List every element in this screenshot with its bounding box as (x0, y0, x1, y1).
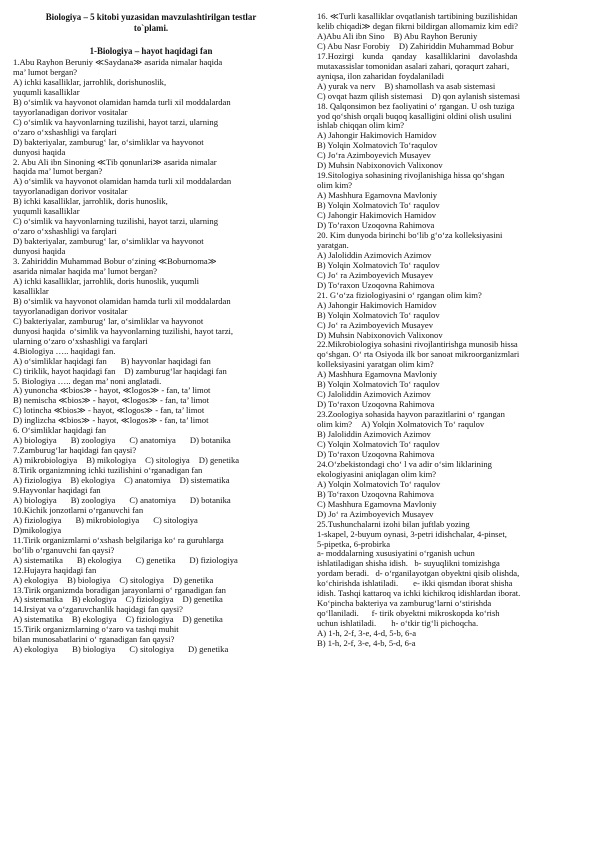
answer-option: A) sistematika (13, 554, 63, 565)
text-line: D) To‘raxon Uzoqovna Rahimova (317, 399, 435, 410)
text-line: B) o‘simlik va hayvonot olamidan hamda turli xil moddalardan (13, 295, 231, 306)
answer-option: D) botanika (189, 494, 231, 505)
text-line: D) To‘raxon Uzoqovna Rahimova (317, 448, 435, 459)
text-line: 3. Zahiriddin Muhammad Bobur o‘zining ≪Boburnoma≫ (13, 256, 217, 267)
text-line: yod qo‘shish orqali buqoq kasalligini oldini olish usulini (317, 110, 512, 121)
text-line: B) nemischa ≪bios≫ - hayot, ≪logos≫ - fan, ta’ limot (13, 395, 209, 406)
answer-option: B) ekologiya (76, 554, 122, 565)
answer-option: D) zamburug‘lar haqidagi fan (124, 365, 227, 376)
text-line: 10.Kichik jonzotlarni o‘rganuvchi fan (13, 504, 144, 515)
text-line: 1-skapel, 2-buyum oynasi, 3-petri idishchalar, 4-pinset, (317, 528, 507, 539)
text-line: ularning o‘zaro o‘xshashligi va farqlari (13, 335, 148, 346)
answer-option: A) fiziologiya (13, 475, 62, 486)
text-line: B) o‘simlik va hayvonot olamidan hamda turli xil moddalardan (13, 96, 231, 107)
answer-option: A) biologiya (13, 494, 57, 505)
text-line: C) bakteriyalar, zamburug‘ lar, o‘simliklar va hayvonot (13, 315, 204, 326)
text-line: dunyosi haqida (13, 146, 66, 157)
text-line: ishlatiladigan shisha idish. b- suyuqlikni tomizishga (317, 558, 500, 569)
text-line: 13.Tirik organizmda boradigan jarayonlarni o‘ rganadigan fan (13, 584, 226, 595)
answer-option: B) hayvonlar haqidagi fan (120, 355, 211, 366)
answer-option: C) anatomiya (129, 435, 176, 446)
text-line: C) lotincha ≪bios≫ - hayot, ≪logos≫ - fan, ta’ limot (13, 405, 205, 416)
answer-option: B) mikologiya (86, 455, 137, 466)
text-line: kelib chiqadi≫ degan fikrni bildirgan allomamiz kim edi? (317, 20, 518, 31)
text-line: qo‘shgan. O‘ rta Osiyoda ilk bor sanoat mikroorganizmlari (317, 349, 520, 360)
text-line: B) Yolqin Xolmatovich To‘ raqulov (317, 309, 440, 320)
answer-option: C) anatomiya (129, 494, 176, 505)
text-line: dunyosi haqida (13, 246, 66, 257)
answer-option: C) tiriklik, hayot haqidagi fan (13, 365, 116, 376)
answer-option: B) biologiya (67, 574, 111, 585)
answer-option: D) genetika (182, 614, 223, 625)
answer-option: B) Abu Rayhon Beruniy (393, 30, 478, 41)
left-question-list (13, 58, 289, 655)
text-line: tayyorlanadigan dorivor vositalar (13, 186, 128, 197)
text-line: bilan munosabatlarini o‘ rganadigan fan qaysi? (13, 634, 175, 645)
text-line: A) yunoncha ≪bios≫ - hayot, ≪logos≫ - fan, ta’ limot (13, 385, 211, 396)
text-line: C) Yolqin Xolmatovich To‘ raqulov (317, 438, 440, 449)
text-line: B) Yolqin Xolmatovich To‘ raqulov (317, 259, 440, 270)
answer-option: B) mikrobiologiya (75, 514, 140, 525)
text-line: B) ichki kasalliklar, jarrohlik, doris hunoslik, (13, 196, 168, 207)
text-line: a- moddalarning xususiyatini o‘rganish uchun (317, 548, 475, 559)
answer-option: C) fiziologiya (125, 614, 174, 625)
text-line: A) 1-h, 2-f, 3-e, 4-d, 5-b, 6-a (317, 628, 417, 639)
text-line: B) Yolqin Xolmatovich To‘ raqulov (317, 200, 440, 211)
document-title (13, 12, 289, 34)
answer-option: D) qon aylanish sistemasi (431, 90, 521, 101)
answer-option: C) anatomiya (124, 475, 171, 486)
answer-option: A) o‘simliklar haqidagi fan (13, 355, 107, 366)
text-line: 15.Tirik organizmlarning o‘zaro va tashqi muhit (13, 624, 179, 635)
text-line: kasalliklar (13, 285, 49, 296)
text-line: A) Jahongir Hakimovich Hamidov (317, 299, 437, 310)
answer-option: A) mikrobiologiya (13, 455, 78, 466)
text-line: C) Jahongir Hakimovich Hamidov (317, 210, 437, 221)
text-line: yuqumli kasalliklar (13, 206, 80, 217)
text-line: A) Mashhura Egamovna Mavloniy (317, 369, 438, 380)
text-line: C) Jo‘ra Azimboyevich Musayev (317, 150, 431, 161)
answer-option: B) shamollash va asab sistemasi (384, 80, 496, 91)
text-line: 25.Tushunchalarni izohi bilan juftlab yozing (317, 518, 470, 529)
answer-option: D) fiziologiya (189, 554, 238, 565)
answer-options-row (13, 645, 289, 655)
text-line: B) Yolqin Xolmatovich To‘raqulov (317, 140, 438, 151)
answer-option: C) fiziologiya (125, 594, 174, 605)
text-line: A) Mashhura Egamovna Mavloniy (317, 190, 438, 201)
text-line: C) o‘simlik va hayvonlarning tuzilishi, hayot tarzi, ularning (13, 216, 219, 227)
answer-option: D) genetika (187, 644, 229, 655)
text-line: A) ichki kasalliklar, jarrohlik, doris hunoslik, yuqumli (13, 275, 200, 286)
text-line: D) bakteriyalar, zamburug‘ lar, o‘simliklar va hayvonot (13, 136, 204, 147)
text-line: D) bakteriyalar, zamburug‘ lar, o‘simliklar va hayvonot (13, 236, 204, 247)
text-line: B) To‘raxon Uzoqovna Rahimova (317, 488, 434, 499)
text-line: D) inglizcha ≪bios≫ - hayot, ≪logos≫ - fan, ta’ limot (13, 415, 209, 426)
text-line: 2. Abu Ali ibn Sinoning ≪Tib qonunlari≫ asarida nimalar (13, 156, 217, 167)
text-line: ma’ lumot bergan? (13, 66, 78, 77)
text-line: mutaxassislar tomonidan asalari zahari, qoraqurt zahari, (317, 60, 510, 71)
text-line: C) o‘simlik va hayvonlarning tuzilishi, hayot tarzi, ularning (13, 116, 219, 127)
text-line: qo‘llaniladi. f- tirik obyektni mikroskopda ko‘rish (317, 608, 500, 619)
right-question-list (317, 12, 585, 649)
text-line: C) Jaloliddin Azimovich Azimov (317, 389, 431, 400)
text-line: C) Jo‘ ra Azimboyevich Musayev (317, 269, 433, 280)
answer-option: A) fiziologiya (13, 514, 62, 525)
text-line: 7.Zamburug‘lar haqidagi fan qaysi? (13, 445, 137, 456)
answer-option: C) sitologiya (119, 574, 164, 585)
answer-option: C) sitologiya (145, 455, 190, 466)
answer-option: C) sitologiya (129, 644, 174, 655)
text-line: yaratgan. (317, 239, 349, 250)
answer-option: C) ovqat hazm qilish sistemasi (317, 90, 423, 101)
answer-option: olim kim? (317, 419, 353, 430)
text-line: D) Jo‘ ra Azimboyevich Musayev (317, 508, 434, 519)
text-line: 6. O‘simliklar haqidagi fan (13, 425, 107, 436)
text-line: yuqumli kasalliklar (13, 86, 80, 97)
text-line: uchun ishlatiladi. h- o‘tkir tig‘li pichoqcha. (317, 618, 479, 629)
section-title: 1-Biologiya – hayot haqidagi fan (89, 46, 213, 56)
text-line: 4.Biologiya ….. haqidagi fan. (13, 345, 116, 356)
answer-option: D) genetika (182, 594, 223, 605)
text-line: Ko‘pincha bakteriya va zamburug‘larni o‘stirishda (317, 598, 492, 609)
answer-option: B) zoologiya (70, 435, 116, 446)
text-line: D) To’raxon Uzoqovna Rahimova (317, 220, 435, 231)
text-line: A) o‘simlik va hayvonot olamidan hamda turli xil moddalardan (13, 176, 232, 187)
text-line: ekologiyasini aniqlagan olim kim? (317, 468, 437, 479)
answer-option: B) biologiya (72, 644, 116, 655)
answer-option: A)Abu Ali ibn Sino (317, 30, 385, 41)
answer-option: D) genetika (198, 455, 240, 466)
answer-option: D) botanika (189, 435, 231, 446)
answer-option: A) ekologiya (13, 644, 59, 655)
document-title-line: to`plami. (133, 23, 169, 33)
text-line: 22.Mikrobiologiya sohasini rivojlantirishga munosib hissa (317, 339, 518, 350)
answer-option: A) yurak va nerv (317, 80, 376, 91)
text-line: B) Jaloliddin Azimovich Azimov (317, 429, 431, 440)
text-line: 5. Biologiya ….. degan ma’ noni anglatadi. (13, 375, 162, 386)
text-line: bo‘lib o‘rganuvchi fan qaysi? (13, 544, 115, 555)
left-column (13, 12, 289, 655)
answer-option: A) sistematika (13, 614, 63, 625)
answer-option: B) zoologiya (70, 494, 116, 505)
text-line: A) Yolqin Xolmatovich To‘ raqulov (317, 478, 441, 489)
answer-option: A) Yolqin Xolmatovich To‘ raqulov (361, 419, 485, 430)
right-column (317, 12, 585, 649)
text-line: 18. Qalqonsimon bez faoliyatini o‘ rgangan. U osh tuziga (317, 100, 515, 111)
text-line: tayyorlanadigan dorivor vositalar (13, 305, 128, 316)
answer-option: A) biologiya (13, 435, 57, 446)
text-line: A) ichki kasalliklar, jarrohlik, dorishunoslik, (13, 76, 167, 87)
text-line: 19.Sitologiya sohasining rivojlanishiga hissa qo‘shgan (317, 170, 505, 181)
text-line: D) Muhsin Nabixonovich Valixonov (317, 329, 443, 340)
answer-option: C) sitologiya (153, 514, 198, 525)
text-line: 23.Zoologiya sohasida hayvon parazitlarini o‘ rgangan (317, 409, 505, 420)
answer-option: B) ekologiya (71, 594, 117, 605)
text-line: ishlab chiqqan olim kim? (317, 120, 405, 131)
text-line: D) To‘raxon Uzoqovna Rahimova (317, 279, 435, 290)
answer-option: C) genetika (135, 554, 176, 565)
text-line: 17.Hozirgi kunda qanday kasalliklarini davolashda (317, 50, 518, 61)
text-line: 9.Hayvonlar haqidagi fan (13, 484, 101, 495)
text-line: yordam beradi. d- o‘rganilayotgan obyektni qisib olishda, (317, 568, 520, 579)
text-line: 21. G‘o‘za fiziologiyasini o‘ rgangan olim kim? (317, 289, 482, 300)
text-line: idish. Tashqi kattaroq va ichki kichikroq idishlardan iborat. (317, 588, 521, 599)
document-title-line: Biologiya – 5 kitobi yuzasidan mavzulashtirilgan testlar (45, 12, 257, 22)
text-line: 24.O‘zbekistondagi cho‘ l va adir o‘sim liklarining (317, 458, 492, 469)
text-line: asarida nimalar haqida ma’ lumot bergan? (13, 266, 158, 277)
text-line: 16. ≪Turli kasalliklar ovqatlanish tartibining buzilishidan (317, 11, 518, 21)
text-line: 8.Tirik organizmning ichki tuzilishini o‘rganadigan fan (13, 465, 203, 476)
text-line: 11.Tirik organizmlarni o‘xshash belgilariga ko‘ ra guruhlarga (13, 534, 224, 545)
answer-option: D) genetika (172, 574, 214, 585)
answer-option: D) Zahiriddin Muhammad Bobur (398, 40, 514, 51)
text-line: B) 1-h, 2-f, 3-e, 4-b, 5-d, 6-a (317, 638, 416, 649)
text-line: A) Jahongir Hakimovich Hamidov (317, 130, 437, 141)
text-line: B) Yolqin Xolmatovich To‘ raqulov (317, 379, 440, 390)
answer-option: D) sistematika (179, 475, 230, 486)
text-line: 12.Hujayra haqidagi fan (13, 564, 97, 575)
text-line: o‘zaro o‘xshashligi va farqlari (13, 126, 117, 137)
text-line: 20. Kim dunyoda birinchi bo‘lib g‘o‘za kolleksiyasini (317, 229, 503, 240)
text-line: o‘zaro o‘xshashligi va farqlari (13, 226, 117, 237)
text-line: 1.Abu Rayhon Beruniy ≪Saydana≫ asarida nimalar haqida (13, 57, 223, 67)
text-line: C) Jo‘ ra Azimboyevich Musayev (317, 319, 433, 330)
text-line: haqida ma’ lumot bergan? (13, 166, 103, 177)
text-line: D)mikologiya (13, 524, 62, 535)
text-line: 5-pipetka, 6-probirka (317, 538, 391, 549)
text-line: olim kim? (317, 180, 353, 191)
text-line: C) Mashhura Egamovna Mavloniy (317, 498, 437, 509)
text-line: 14.Irsiyat va o‘zgaruvchanlik haqidagi fan qaysi? (13, 604, 183, 615)
text-line: A) Jaloliddin Azimovich Azimov (317, 249, 432, 260)
text-line: kolleksiyasini yaratgan olim kim? (317, 359, 434, 370)
text-line: dunyosi haqida o‘simlik va hayvonlarning tuzilishi, hayot tarzi, (13, 325, 234, 336)
answer-option: B) ekologiya (71, 614, 117, 625)
text-line: ayniqsa, ilon zaharidan foydalaniladi (317, 70, 444, 81)
answer-option: C) Abu Nasr Forobiy (317, 40, 390, 51)
answer-option: A) ekologiya (13, 574, 59, 585)
text-line: ko‘chirishda ishlatiladi. e- ikki qismdan iborat shisha (317, 578, 513, 589)
answer-options-row (13, 367, 289, 377)
text-line: D) Muhsin Nabixonovich Valixonov (317, 160, 443, 171)
answer-option: A) sistematika (13, 594, 63, 605)
text-line: tayyorlanadigan dorivor vositalar (13, 106, 128, 117)
answer-option: B) ekologiya (70, 475, 116, 486)
